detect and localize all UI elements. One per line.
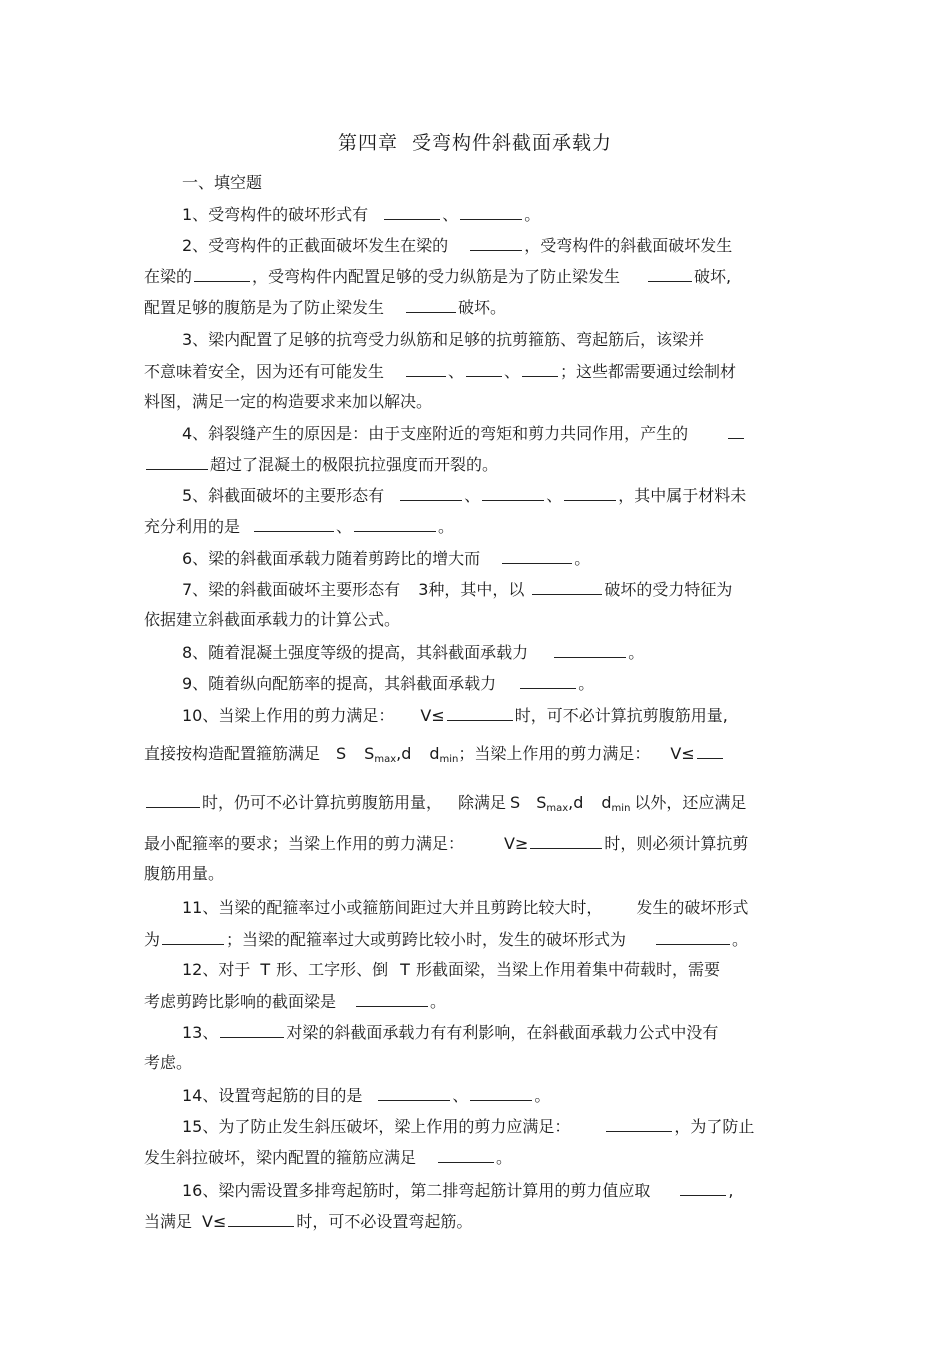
section-heading (182, 172, 262, 194)
question-10-line-4 (144, 832, 748, 855)
q4-text: 4、斜裂缝产生的原因是：由于支座附近的弯矩和剪力共同作用，产生的 (182, 424, 689, 443)
answer-blank[interactable] (564, 484, 616, 501)
answer-blank[interactable] (384, 203, 440, 220)
q7-text: 3种，其中，以 (418, 580, 525, 599)
answer-blank[interactable] (406, 296, 456, 313)
section-label: 一、填空题 (182, 173, 263, 192)
answer-blank[interactable] (554, 641, 626, 658)
q16-text: , (728, 1181, 734, 1200)
q10-subscript: max (374, 754, 397, 765)
q7-text: 破坏的受力特征为 (604, 580, 733, 599)
q3-sep: 、 (448, 362, 465, 381)
q10-text: , (396, 744, 402, 763)
q13-text: 考虑。 (144, 1053, 193, 1072)
q10-condition: V≤ (670, 744, 695, 763)
q12-text: 考虑剪跨比影响的截面梁是 (144, 992, 337, 1011)
q9-text: 。 (578, 674, 595, 693)
question-10-line-5 (144, 863, 224, 885)
answer-blank[interactable] (254, 515, 334, 532)
q10-subscript: min (611, 803, 631, 814)
q10-symbol: d (601, 793, 612, 812)
answer-blank[interactable] (520, 672, 576, 689)
q10-text: 最小配箍率的要求；当梁上作用的剪力满足： (144, 834, 465, 853)
q11-text: 。 (732, 930, 749, 949)
q6-text: 6、梁的斜截面承载力随着剪跨比的增大而 (182, 549, 481, 568)
q10-symbol: S (536, 793, 547, 812)
answer-blank[interactable] (648, 265, 692, 282)
q5-text: 5、斜截面破坏的主要形态有 (182, 486, 385, 505)
q2-text: 2、受弯构件的正截面破坏发生在梁的 (182, 236, 449, 255)
question-2-line-2 (144, 265, 731, 288)
q16-text: 时，可不必设置弯起筋。 (296, 1212, 473, 1231)
question-8 (182, 641, 644, 664)
answer-blank[interactable] (400, 484, 462, 501)
question-15-line-2 (144, 1146, 512, 1169)
q10-symbol: S (510, 793, 521, 812)
q16-text: 16、梁内需设置多排弯起筋时，第二排弯起筋计算用的剪力值应取 (182, 1181, 651, 1200)
q15-text: 。 (496, 1148, 513, 1167)
q8-text: 。 (628, 643, 645, 662)
answer-blank[interactable] (406, 360, 446, 377)
question-16-line-1 (182, 1179, 733, 1202)
q10-condition: V≤ (420, 706, 445, 725)
answer-blank[interactable] (194, 265, 250, 282)
q5-text: 充分利用的是 (144, 517, 241, 536)
answer-blank[interactable] (482, 484, 544, 501)
q14-text: 14、设置弯起筋的目的是 (182, 1086, 363, 1105)
question-12-line-2 (144, 990, 446, 1013)
question-11-line-2 (144, 928, 748, 951)
answer-blank[interactable] (502, 547, 572, 564)
q2-text: 配置足够的腹筋是为了防止梁发生 (144, 298, 385, 317)
answer-blank[interactable] (447, 704, 513, 721)
question-3-line-1 (182, 329, 704, 351)
question-7-line-1 (182, 578, 732, 601)
chapter-number: 第四章 (337, 132, 398, 154)
q10-text: 除满足 (458, 793, 507, 812)
q10-text: 10、当梁上作用的剪力满足： (182, 706, 395, 725)
q3-text: 3、梁内配置了足够的抗弯受力纵筋和足够的抗剪箍筋、弯起筋后，该梁并 (182, 330, 705, 349)
q12-text: 形截面梁，当梁上作用着集中荷载时，需要 (415, 960, 720, 979)
q10-symbol: S (336, 744, 347, 763)
answer-blank[interactable] (228, 1210, 294, 1227)
q10-text: 时，则必须计算抗剪 (604, 834, 749, 853)
q3-text: ；这些都需要通过绘制材 (560, 362, 737, 381)
question-6 (182, 547, 590, 570)
question-3-line-3 (144, 391, 432, 413)
q12-symbol: T (400, 960, 410, 979)
question-5-line-1 (182, 484, 746, 507)
q12-symbol: T (260, 960, 271, 979)
q16-text: 当满足 (144, 1212, 193, 1231)
q5-sep: 、 (336, 517, 353, 536)
q10-text: 时，可不必计算抗剪腹筋用量, (514, 706, 728, 725)
q10-condition: V≥ (504, 834, 529, 853)
q7-text: 7、梁的斜截面破坏主要形态有 (182, 580, 401, 599)
q4-text: 超过了混凝土的极限抗拉强度而开裂的。 (210, 455, 499, 474)
q5-text: 。 (438, 517, 455, 536)
q12-text: 12、对于 (182, 960, 251, 979)
answer-blank[interactable] (438, 1146, 494, 1163)
answer-blank[interactable] (356, 990, 428, 1007)
answer-blank[interactable] (656, 928, 730, 945)
question-2-line-3 (144, 296, 506, 319)
q10-text: 直接按构造配置箍筋满足 (144, 744, 321, 763)
q1-end: 。 (524, 205, 541, 224)
answer-blank[interactable] (146, 453, 208, 470)
q2-text: ，受弯构件内配置足够的受力纵筋是为了防止梁发生 (252, 267, 621, 286)
q10-text: ；当梁上作用的剪力满足： (458, 744, 651, 763)
q11-text: 发生的破坏形式 (636, 898, 749, 917)
answer-blank[interactable] (470, 234, 522, 251)
q8-text: 8、随着混凝土强度等级的提高，其斜截面承载力 (182, 643, 529, 662)
q10-text: 腹筋用量。 (144, 864, 225, 883)
q12-text: 。 (430, 992, 447, 1011)
q10-text: , (568, 793, 574, 812)
q7-text: 依据建立斜截面承载力的计算公式。 (144, 610, 401, 629)
q9-text: 9、随着纵向配筋率的提高，其斜截面承载力 (182, 674, 497, 693)
question-4-line-1 (182, 422, 746, 445)
answer-blank[interactable] (378, 1084, 450, 1101)
chapter-name: 受弯构件斜截面承载力 (412, 132, 613, 154)
answer-blank[interactable] (460, 203, 522, 220)
answer-blank[interactable] (220, 1021, 284, 1038)
question-15-line-1 (182, 1115, 754, 1138)
question-5-line-2 (144, 515, 454, 538)
answer-blank[interactable] (697, 742, 723, 759)
question-13-line-2 (144, 1052, 192, 1074)
chapter-title (0, 128, 950, 155)
question-11-line-1 (182, 897, 748, 919)
q10-text: 时，仍可不必计算抗剪腹筋用量， (202, 793, 443, 812)
question-16-line-2 (144, 1210, 472, 1233)
q14-text: 。 (534, 1086, 551, 1105)
q5-sep: 、 (464, 486, 481, 505)
question-1 (182, 203, 540, 226)
q5-text: ，其中属于材料未 (618, 486, 747, 505)
q10-symbol: d (573, 793, 584, 812)
question-9 (182, 672, 594, 695)
q1-text: 1、受弯构件的破坏形式有 (182, 205, 369, 224)
question-3-line-2 (144, 360, 736, 383)
question-14 (182, 1084, 550, 1107)
q6-text: 。 (574, 549, 591, 568)
answer-blank[interactable] (532, 578, 602, 595)
answer-blank[interactable] (680, 1179, 726, 1196)
q2-text: 破坏, (694, 267, 732, 286)
q10-symbol: d (429, 744, 440, 763)
q16-condition: V≤ (202, 1212, 227, 1231)
question-13-line-1 (182, 1021, 718, 1044)
q11-text: 为 (144, 930, 161, 949)
q2-text: ，受弯构件的斜截面破坏发生 (524, 236, 733, 255)
question-10-line-1 (182, 704, 728, 727)
q5-sep: 、 (546, 486, 563, 505)
question-10-line-3 (144, 791, 746, 820)
question-2-line-1 (182, 234, 732, 257)
q10-symbol: d (401, 744, 412, 763)
answer-blank[interactable] (606, 1115, 672, 1132)
q10-subscript: max (546, 803, 569, 814)
q2-text: 在梁的 (144, 267, 193, 286)
q2-text: 破坏。 (458, 298, 507, 317)
question-4-line-2 (144, 453, 498, 476)
q10-symbol: S (364, 744, 375, 763)
answer-blank[interactable] (728, 422, 744, 439)
q10-text: 以外，还应满足 (634, 793, 747, 812)
q10-subscript: min (439, 754, 459, 765)
q14-sep: 、 (452, 1086, 469, 1105)
q3-text: 料图，满足一定的构造要求来加以解决。 (144, 392, 433, 411)
q12-text: 形、工字形、倒 (276, 960, 389, 979)
q11-text: ；当梁的配箍率过大或剪跨比较小时，发生的破坏形式为 (226, 930, 627, 949)
question-10-line-2 (144, 742, 725, 771)
answer-blank[interactable] (530, 832, 602, 849)
answer-blank[interactable] (146, 791, 200, 808)
q15-text: 发生斜拉破坏，梁内配置的箍筋应满足 (144, 1148, 417, 1167)
q15-text: 15、为了防止发生斜压破坏，梁上作用的剪力应满足： (182, 1117, 571, 1136)
q13-text: 对梁的斜截面承载力有有利影响，在斜截面承载力公式中没有 (286, 1023, 719, 1042)
q3-sep: 、 (504, 362, 521, 381)
answer-blank[interactable] (162, 928, 224, 945)
q1-sep: 、 (442, 205, 459, 224)
q15-text: ，为了防止 (674, 1117, 755, 1136)
answer-blank[interactable] (470, 1084, 532, 1101)
question-12-line-1 (182, 959, 720, 981)
answer-blank[interactable] (466, 360, 502, 377)
q3-text: 不意味着安全，因为还有可能发生 (144, 362, 385, 381)
question-7-line-2 (144, 609, 400, 631)
q13-text: 13、 (182, 1023, 219, 1042)
q11-text: 11、当梁的配箍率过小或箍筋间距过大并且剪跨比较大时， (182, 898, 603, 917)
answer-blank[interactable] (522, 360, 558, 377)
answer-blank[interactable] (354, 515, 436, 532)
